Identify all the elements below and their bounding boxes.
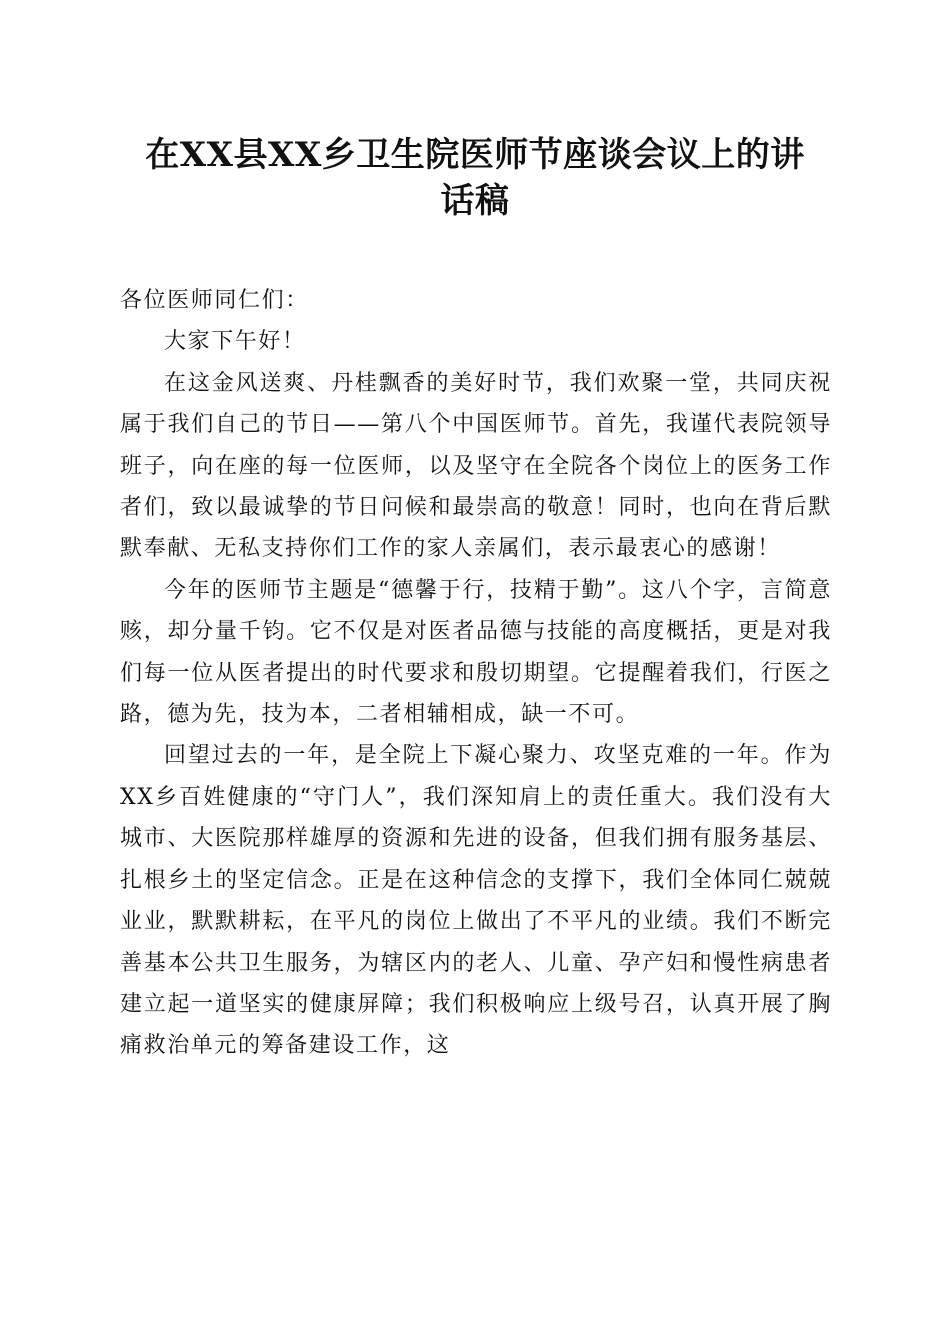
paragraph-theme: 今年的医师节主题是“德馨于行，技精于勤”。这八个字，言简意赅，却分量千钧。它不仅是对医者品德与技能的高度概括，更是对我们每一位从医者提出的时代要求和殷切期望。它提醒着我们，行医之路，德为先，技为本，二者相辅相成，缺一不可。: [120, 577, 832, 728]
salutation: 各位医师同仁们：: [120, 288, 309, 313]
paragraph-review: 回望过去的一年，是全院上下凝心聚力、攻坚克难的一年。作为XX乡百姓健康的“守门人”，我们深知肩上的责任重大。我们没有大城市、大医院那样雄厚的资源和先进的设备，但我们拥有服务基层、扎根乡土的坚定信念。正是在这种信念的支撑下，我们全体同仁兢兢业业，默默耕耘，在平凡的岗位上做出了不平凡的业绩。我们不断完善基本公共卫生服务，为辖区内的老人、儿童、孕产妇和慢性病患者建立起一道坚实的健康屏障；我们积极响应上级号召，认真开展了胸痛救治单元的筹备建设工作，这: [120, 743, 832, 1059]
paragraph-greeting: 大家下午好！: [164, 329, 306, 355]
title-line-1: 在XX县XX乡卫生院医师节座谈会议上的讲: [145, 135, 805, 175]
paragraph-festival-wishes: 在这金风送爽、丹桂飘香的美好时节，我们欢聚一堂，共同庆祝属于我们自己的节日——第八个中国医师节。首先，我谨代表院领导班子，向在座的每一位医师，以及坚守在全院各个岗位上的医务工作者们，致以最诚挚的节日问候和最崇高的敬意！同时，也向在背后默默奉献、无私支持你们工作的家人亲属们，表示最衷心的感谢！: [120, 370, 832, 562]
document-body: [120, 280, 832, 1067]
title-line-2: 话稿: [440, 181, 510, 221]
document-title: [110, 132, 840, 224]
